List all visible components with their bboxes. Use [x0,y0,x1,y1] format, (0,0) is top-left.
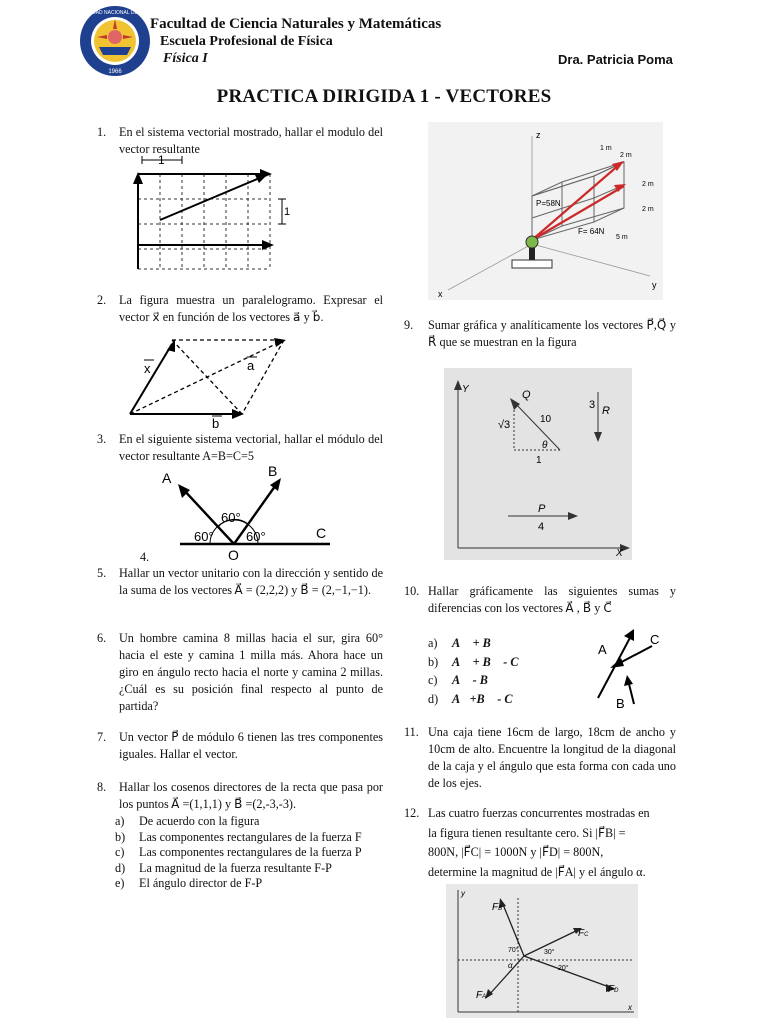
label-FA: FA [476,990,487,1001]
label-C: C [316,525,327,541]
question-9 [404,317,676,351]
label-3: 3 [589,399,596,411]
question-10-items [428,634,528,708]
figure-12-concurrent-forces [446,884,638,1018]
question-line: determine la magnitud de |F⃗A| y el ángulo α. [428,864,646,879]
axis-y: y [652,280,657,290]
page-title: PRACTICA DIRIGIDA 1 - VECTORES [216,86,552,107]
figure-3-angle-vectors [150,460,340,563]
arrowhead [274,338,286,347]
label-FB: FB [492,902,503,913]
faculty-name: Facultad de Ciencia Naturales y Matemáticas [150,16,442,32]
question-12 [404,804,676,882]
label-b: b [212,416,220,431]
list-item: c) Las componentes rectangulares de la fuerza P [115,845,362,859]
question-8-items [115,814,383,892]
question-text: Hallar gráficamente las siguientes sumas y diferencias con los vectores A⃗ , B⃗ y C⃗ [428,584,676,615]
university-logo [68,5,162,77]
dim-2m-top: 2 m [620,152,632,159]
list-item: e) El ángulo director de F-P [115,876,263,890]
label-Q: Q [522,389,531,401]
axis-y: y [461,889,465,898]
force-P: P=58N [536,199,561,208]
question-6 [97,630,383,715]
angle-alpha: α [508,961,513,970]
angle-70: 70° [508,947,519,954]
angle-top: 60° [221,510,241,525]
figure-2-parallelogram [120,330,300,430]
dim-5m: 5 m [616,234,628,241]
label-FC: FC [578,928,589,939]
arrowhead [232,409,244,419]
angle-30: 30° [544,949,555,956]
figure-9-vectors-pqr [444,368,632,560]
question-number: 2. [97,293,107,307]
list-item: d) La magnitud de la fuerza resultante F-P [115,860,332,875]
question-4 [140,549,149,566]
question-8 [97,779,383,892]
label-FD: FD [608,984,619,995]
question-number: 4. [140,550,150,564]
arrowhead [262,240,274,250]
question-number: 3. [97,432,107,446]
angle-left: 60° [194,529,214,544]
question-number: 12. [404,806,420,820]
question-10 [404,583,676,617]
question-11 [404,724,676,792]
arrowhead [624,675,633,686]
figure-1-grid-vectors [120,152,300,277]
question-text: La figura muestra un paralelogramo. Expresar el vector x⃗ en función de los vectores a⃗ y b⃗. [119,293,383,324]
list-item: d) A⃗+B⃗ - C⃗ [428,691,522,706]
question-2 [97,292,383,326]
label-theta: θ [542,440,548,451]
question-number: 7. [97,730,107,744]
dim-1m: 1 m [600,145,612,152]
logo-year: 1966 [108,69,122,75]
question-text: Hallar un vector unitario con la dirección y sentido de la suma de los vectores A⃗ = (2,2,2) y B⃗ = (2,−1,−1). [119,566,383,597]
axis-x: x [628,1003,632,1012]
question-number: 11. [404,725,419,739]
axis-Y: Y [462,384,469,395]
question-number: 9. [404,318,414,332]
course-name: Física I [163,51,208,66]
question-number: 8. [97,780,107,794]
label-a: a [247,358,255,373]
label-B: B [616,696,625,711]
angle-right: 60° [246,529,266,544]
label-A: A [598,642,607,657]
list-item: c) A⃗ - B⃗ [428,673,498,687]
question-number: 10. [404,584,420,598]
list-item: a) De acuerdo con la figura [115,814,260,828]
question-text: Un vector P⃗ de módulo 6 tienen las tres componentes iguales. Hallar el vector. [119,730,383,761]
question-text: En el siguiente sistema vectorial, hallar el módulo del vector resultante A=B=C=5 [119,432,383,463]
list-item: a) A⃗ + B⃗ [428,636,501,650]
label-P: P [538,503,546,515]
label-sqrt3: √3 [498,419,511,431]
question-text: En el sistema vectorial mostrado, hallar el modulo del vector resultante [119,125,383,156]
label-4: 4 [538,521,545,533]
label-O: O [228,547,239,563]
axis-x: x [438,289,443,299]
scale-label-top: 1 [158,153,165,167]
logo-text: UNIVERSIDAD NACIONAL DEL CALLAO [68,10,162,16]
axis-X: X [616,548,623,559]
force-F: F= 64N [578,227,605,236]
question-number: 5. [97,566,107,580]
label-R: R [602,405,610,417]
question-line: la figura tienen resultante cero. Si |F⃗B| = [428,825,626,840]
question-text: Una caja tiene 16cm de largo, 18cm de ancho y 10cm de alto. Encuentre la longitud de la diagonal de la caja y el ángulo que esta forma con cada uno de los ejes. [428,725,676,790]
question-line: 800N, |F⃗C| = 1000N y |F⃗D| = 800N, [428,845,604,859]
question-text: Hallar los cosenos directores de la recta que pasa por los puntos A⃗ =(1,1,1) y B⃗ =(2,-3,-3). [119,780,383,811]
label-10: 10 [540,414,552,425]
question-number: 1. [97,125,107,139]
label-C: C [650,632,660,647]
arrowhead [255,174,268,183]
question-7 [97,729,383,763]
question-number: 6. [97,631,107,645]
axis-z: z [536,130,541,140]
school-name: Escuela Profesional de Física [160,34,333,49]
label-A: A [162,470,172,486]
question-5 [97,565,383,599]
arrowhead [167,339,175,352]
dim-2m-right: 2 m [642,181,654,188]
label-x: x [144,361,151,376]
figure-10-vectors-abc [590,622,680,712]
question-line: Las cuatro fuerzas concurrentes mostradas en [428,806,650,820]
question-text: Un hombre camina 8 millas hacia el sur, gira 60° hacia el este y camina 1 milla más. Ahora hace un giro en ángulo recto hacia el norte y camina 2 millas. ¿Cuál es su posición final respecto al punto de partida? [119,631,383,713]
question-text: Sumar gráfica y analíticamente los vectores P⃗,Q⃗ y R⃗ que se muestran en la figura [428,318,676,349]
dim-2m-lower: 2 m [642,206,654,213]
author-name: Dra. Patricia Poma [558,52,673,67]
arrowhead [610,658,624,668]
list-item: b) Las componentes rectangulares de la fuerza F [115,829,362,844]
label-B: B [268,463,278,479]
label-1: 1 [536,455,542,466]
question-text [428,804,676,882]
figure-box-3d [428,122,663,300]
list-item: b) A⃗ + B⃗ - C⃗ [428,654,529,669]
scale-label-side: 1 [284,206,291,218]
angle-20: 20° [558,965,569,972]
